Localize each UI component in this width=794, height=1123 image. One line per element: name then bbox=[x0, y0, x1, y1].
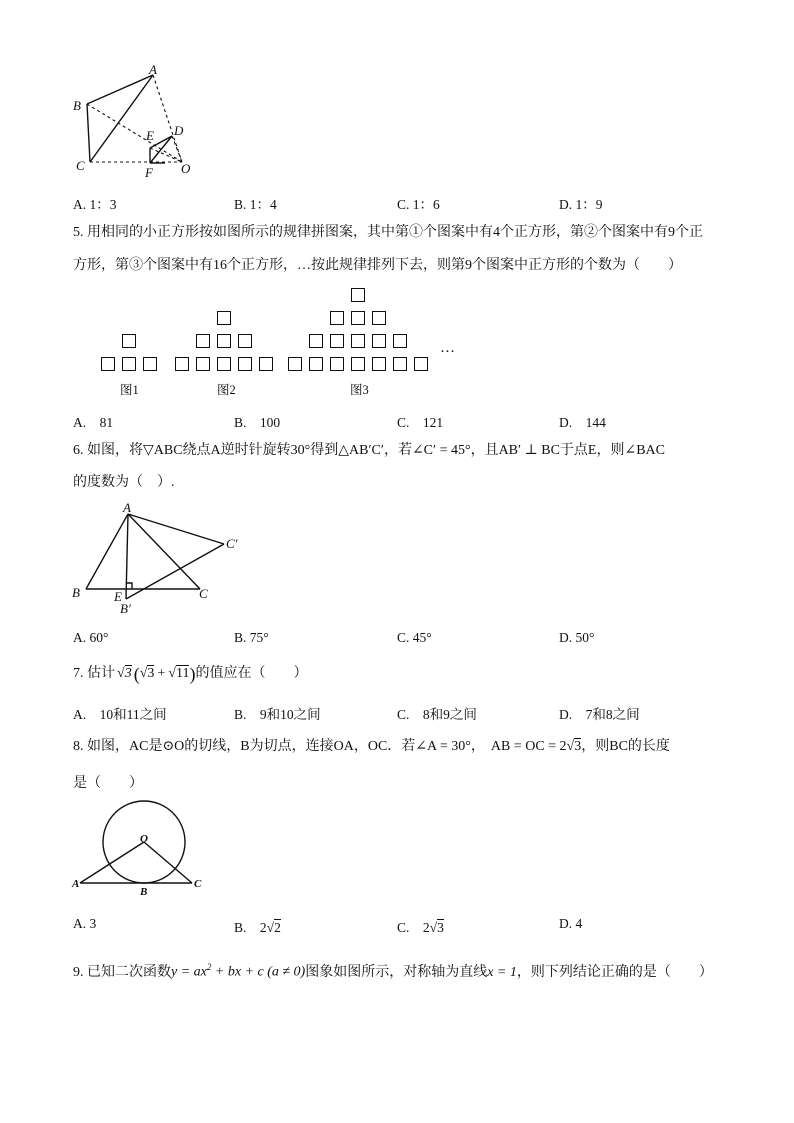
q5-square bbox=[351, 334, 365, 348]
q4-figure bbox=[70, 62, 210, 180]
q5-option-b[interactable]: B. 100 bbox=[234, 415, 281, 430]
q6-label-a: A bbox=[123, 500, 131, 515]
q5-square bbox=[238, 334, 252, 348]
q8-option-b[interactable]: B. 2√2 bbox=[234, 920, 281, 935]
q6-option-d[interactable]: D. 50° bbox=[559, 630, 595, 645]
q4-label-o: O bbox=[181, 161, 191, 176]
q7-suffix: 的值应在（ ） bbox=[195, 666, 308, 681]
q5-square bbox=[393, 357, 407, 371]
q5-stem-line2: 方形，第③个图案中有16个正方形，…按此规律排列下去，则第9个图案中正方形的个数为（ ） bbox=[73, 258, 682, 273]
q5-option-c[interactable]: C. 121 bbox=[397, 415, 444, 430]
q6-option-a[interactable]: A. 60° bbox=[73, 630, 109, 645]
q6-figure bbox=[68, 500, 258, 620]
q5-square bbox=[196, 357, 210, 371]
q8-stem-part4: ，则BC的长度 bbox=[581, 739, 670, 754]
q5-option-a[interactable]: A. 81 bbox=[73, 415, 114, 430]
q9-suffix: ，则下列结论正确的是（ ） bbox=[516, 964, 713, 980]
q5-square bbox=[330, 334, 344, 348]
q7-option-d[interactable]: D. 7和8之间 bbox=[559, 707, 640, 722]
q7-option-c[interactable]: C. 8和9之间 bbox=[397, 707, 477, 722]
q5-square bbox=[238, 357, 252, 371]
q7-plus: + bbox=[157, 666, 166, 681]
q8-option-a[interactable]: A. 3 bbox=[73, 916, 97, 931]
q5-caption-1: 图1 bbox=[120, 383, 139, 397]
q7-option-b[interactable]: B. 9和10之间 bbox=[234, 707, 321, 722]
q9-stem bbox=[73, 957, 713, 983]
q8-label-o: O bbox=[140, 833, 148, 845]
q4-option-a[interactable]: A. 1：3 bbox=[73, 197, 117, 212]
q5-square bbox=[351, 311, 365, 325]
q5-caption-2: 图2 bbox=[217, 383, 236, 397]
q8-stem-line1 bbox=[73, 737, 670, 757]
q5-square bbox=[309, 357, 323, 371]
q5-square bbox=[414, 357, 428, 371]
q6-label-b: B bbox=[72, 585, 80, 600]
q7-prefix: 7. 估计 bbox=[73, 666, 115, 681]
q8-stem-line2: 是（ ） bbox=[73, 776, 143, 791]
q6-label-e: E bbox=[114, 589, 122, 604]
q8-sqrt: √3 bbox=[566, 739, 582, 754]
q5-square bbox=[143, 357, 157, 371]
q6-option-b[interactable]: B. 75° bbox=[234, 630, 269, 645]
q7-stem bbox=[73, 664, 307, 684]
q9-prefix: 9. 已知二次函数 bbox=[73, 964, 171, 980]
q5-square bbox=[288, 357, 302, 371]
q6-label-c: C bbox=[199, 586, 208, 601]
q5-square bbox=[122, 357, 136, 371]
q5-square bbox=[330, 311, 344, 325]
q8-sqrt: √2 bbox=[266, 920, 281, 935]
q4-label-e: E bbox=[146, 128, 154, 143]
q5-square bbox=[122, 334, 136, 348]
q4-option-c[interactable]: C. 1：6 bbox=[397, 197, 440, 212]
q5-option-d[interactable]: D. 144 bbox=[559, 415, 606, 430]
q8-stem-eq: AB = OC = 2 bbox=[490, 739, 567, 754]
q6-label-b-prime: B′ bbox=[120, 601, 131, 616]
q8-option-d[interactable]: D. 4 bbox=[559, 916, 583, 931]
q4-label-b: B bbox=[73, 98, 81, 113]
q7-sqrt: √11 bbox=[168, 666, 190, 681]
q5-square bbox=[351, 357, 365, 371]
q8-label-b: B bbox=[140, 886, 148, 898]
q5-stem-line1: 5. 用相同的小正方形按如图所示的规律拼图案，其中第①个图案中有4个正方形，第②个图案中有9个正 bbox=[73, 225, 703, 240]
q9-axis: x = 1 bbox=[487, 964, 517, 980]
q6-option-c[interactable]: C. 45° bbox=[397, 630, 432, 645]
q5-square bbox=[217, 311, 231, 325]
q5-square bbox=[372, 334, 386, 348]
q4-label-a: A bbox=[149, 62, 157, 77]
q4-label-c: C bbox=[76, 158, 85, 173]
q5-square bbox=[217, 357, 231, 371]
q7-sqrt: √3 bbox=[117, 666, 132, 681]
q5-square bbox=[217, 334, 231, 348]
q5-square bbox=[330, 357, 344, 371]
q4-label-f: F bbox=[145, 165, 153, 180]
q7-paren-close: ) bbox=[189, 664, 196, 684]
q8-figure bbox=[68, 800, 218, 900]
q5-square bbox=[175, 357, 189, 371]
q7-paren-group: ( bbox=[133, 664, 140, 684]
q5-square bbox=[259, 357, 273, 371]
q8-option-c[interactable]: C. 2√3 bbox=[397, 920, 444, 935]
q5-caption-3: 图3 bbox=[350, 383, 369, 397]
q8-stem-prefix: 8. 如图， bbox=[73, 739, 129, 754]
q5-square bbox=[393, 334, 407, 348]
q6-stem-line1: 6. 如图，将▽ABC绕点A逆时针旋转30°得到△AB′C′，若∠C′ = 45°，且AB′ ⊥ BC于点E，则∠BAC bbox=[73, 443, 665, 458]
q9-middle: 图象如图所示，对称轴为直线 bbox=[305, 964, 488, 980]
q5-ellipsis: … bbox=[440, 340, 455, 356]
q5-square bbox=[309, 334, 323, 348]
q8-label-a: A bbox=[72, 878, 80, 890]
q5-square bbox=[351, 288, 365, 302]
q5-square bbox=[101, 357, 115, 371]
q8-stem-part2: AC是⊙O的切线，B为切点，连接OA，OC．若∠A = 30°， bbox=[129, 739, 485, 754]
q4-option-d[interactable]: D. 1：9 bbox=[559, 197, 603, 212]
q4-option-b[interactable]: B. 1：4 bbox=[234, 197, 277, 212]
q6-stem-line2: 的度数为（ ）. bbox=[73, 475, 175, 490]
q6-label-c-prime: C′ bbox=[226, 536, 238, 551]
q7-sqrt: √3 bbox=[139, 666, 155, 681]
q4-label-d: D bbox=[174, 123, 184, 138]
q7-option-a[interactable]: A. 10和11之间 bbox=[73, 707, 167, 722]
q5-square bbox=[372, 311, 386, 325]
q5-square bbox=[196, 334, 210, 348]
q9-formula: $y = ax^2$ + bx + c (a ≠ 0) bbox=[171, 962, 306, 980]
q8-label-c: C bbox=[194, 878, 202, 890]
q5-square bbox=[372, 357, 386, 371]
q8-sqrt: √3 bbox=[429, 920, 444, 935]
